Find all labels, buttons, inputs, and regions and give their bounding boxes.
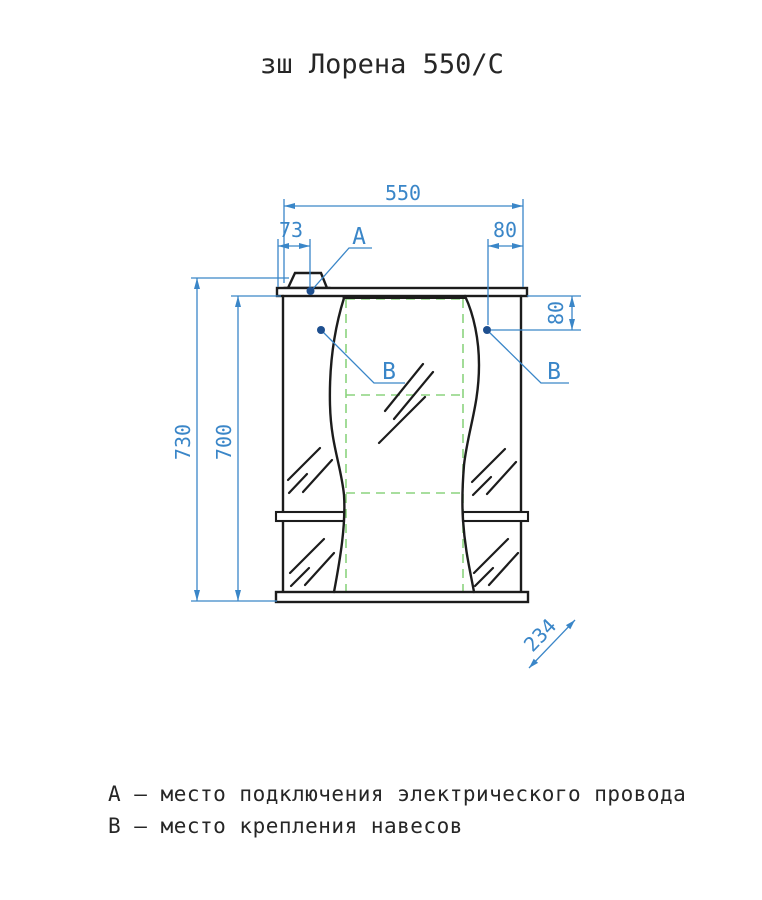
- dim-234-value: 234: [518, 613, 562, 657]
- arrowhead: [235, 296, 241, 307]
- door-right-edge: [462, 296, 479, 592]
- connection-point-dot: [307, 287, 315, 295]
- mirror-glare-left-upper: [288, 448, 332, 493]
- label-A: А: [352, 224, 366, 250]
- door-left-edge: [330, 298, 345, 592]
- left-shelf: [276, 512, 344, 521]
- arrowhead: [284, 203, 295, 209]
- legend-line-a: А – место подключения электрического провода: [108, 782, 687, 806]
- arrowhead: [569, 296, 575, 307]
- dim-80top-value: 80: [492, 218, 518, 242]
- mirror-glare-right-upper: [472, 449, 516, 495]
- arrowhead: [299, 243, 310, 249]
- dimension-texts: [171, 181, 568, 656]
- dim-550-value: 550: [384, 181, 422, 205]
- mirror-glare-right-lower: [474, 539, 518, 586]
- bottom-board: [276, 592, 528, 602]
- arrowhead: [512, 203, 523, 209]
- hook-point-left-dot: [317, 326, 325, 334]
- dim-730-value: 730: [171, 423, 195, 461]
- legend-line-b: В – место крепления навесов: [108, 814, 463, 838]
- arrowhead: [194, 590, 200, 601]
- junction-box: [284, 273, 330, 288]
- right-shelf: [463, 512, 528, 521]
- arrowhead: [488, 243, 499, 249]
- arrowhead: [235, 590, 241, 601]
- top-board: [277, 288, 527, 296]
- dim-700-value: 700: [212, 423, 236, 461]
- mirror-glare-left-lower: [290, 539, 334, 586]
- arrowhead: [194, 278, 200, 289]
- cabinet-outline: [276, 273, 528, 602]
- arrowhead: [569, 319, 575, 330]
- drawing-title: зш Лорена 550/С: [260, 49, 504, 80]
- hidden-carcass-lines: [346, 299, 463, 592]
- label-B-left: В: [382, 359, 396, 385]
- dim-80side-value: 80: [544, 300, 568, 326]
- arrowhead: [512, 243, 523, 249]
- label-B-right: В: [547, 359, 561, 385]
- dim-73-value: 73: [278, 218, 304, 242]
- leader-A: [311, 248, 372, 291]
- hook-point-right-dot: [483, 326, 491, 334]
